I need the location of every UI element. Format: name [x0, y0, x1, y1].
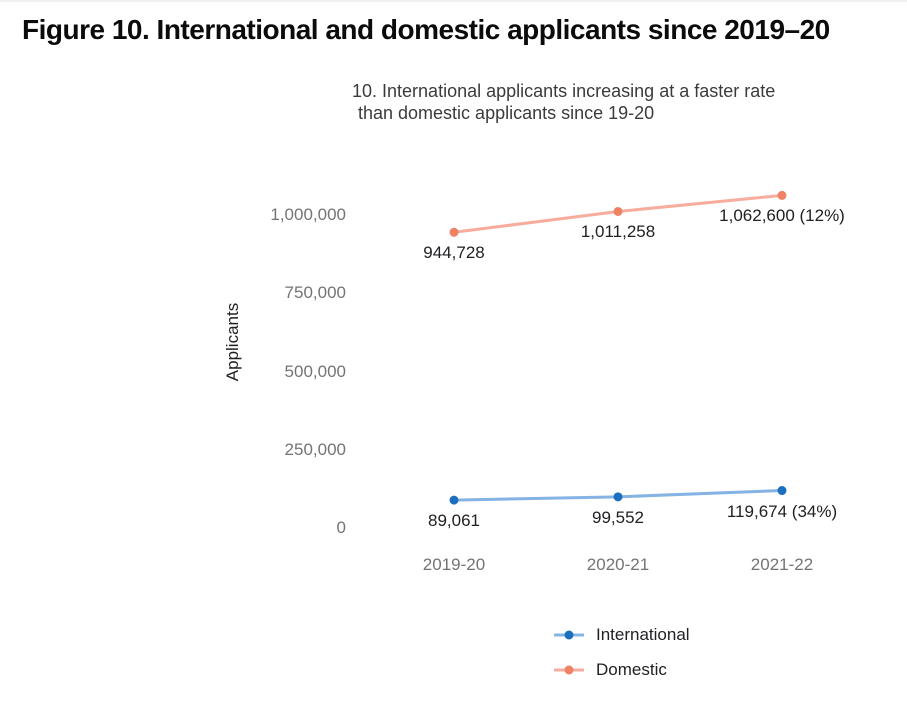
data-point-international-2020-21	[614, 492, 623, 501]
data-label-domestic: 944,728	[423, 243, 485, 263]
data-label-domestic: 1,011,258	[580, 222, 656, 242]
legend-item-domestic	[554, 658, 690, 682]
y-axis-title: Applicants	[223, 302, 242, 382]
line-plot	[0, 2, 907, 717]
data-label-domestic: 1,062,600 (12%)	[719, 206, 845, 226]
x-tick-label: 2021-22	[750, 555, 814, 574]
legend-label-domestic: Domestic	[596, 660, 667, 679]
legend	[554, 623, 690, 693]
data-point-domestic-2021-22	[778, 191, 787, 200]
legend-label-international: International	[596, 625, 690, 644]
data-point-international-2021-22	[778, 486, 787, 495]
data-point-international-2019-20	[450, 496, 459, 505]
x-tick-label: 2019-20	[422, 555, 486, 574]
y-tick-label: 500,000	[284, 361, 346, 381]
y-tick-label: 250,000	[284, 439, 346, 459]
legend-marker-icon-domestic	[554, 664, 584, 676]
y-tick-label: 750,000	[284, 283, 346, 303]
legend-marker-icon-international	[554, 629, 584, 641]
data-label-international: 99,552	[592, 507, 644, 527]
x-tick-label: 2020-21	[586, 555, 650, 574]
chart-title-line-2: than domestic applicants since 19-20	[358, 103, 655, 123]
chart-title-line-1: 10. International applicants increasing at a faster rate	[352, 81, 776, 101]
data-point-domestic-2019-20	[450, 228, 459, 237]
figure-caption: Figure 10. International and domestic applicants since 2019–20	[22, 14, 830, 45]
y-tick-label: 1,000,000	[270, 205, 346, 224]
data-point-domestic-2020-21	[614, 207, 623, 216]
legend-item-international	[554, 623, 690, 647]
y-tick-label: 0	[336, 518, 346, 537]
data-label-international: 89,061	[428, 511, 480, 531]
data-label-international: 119,674 (34%)	[726, 501, 838, 521]
